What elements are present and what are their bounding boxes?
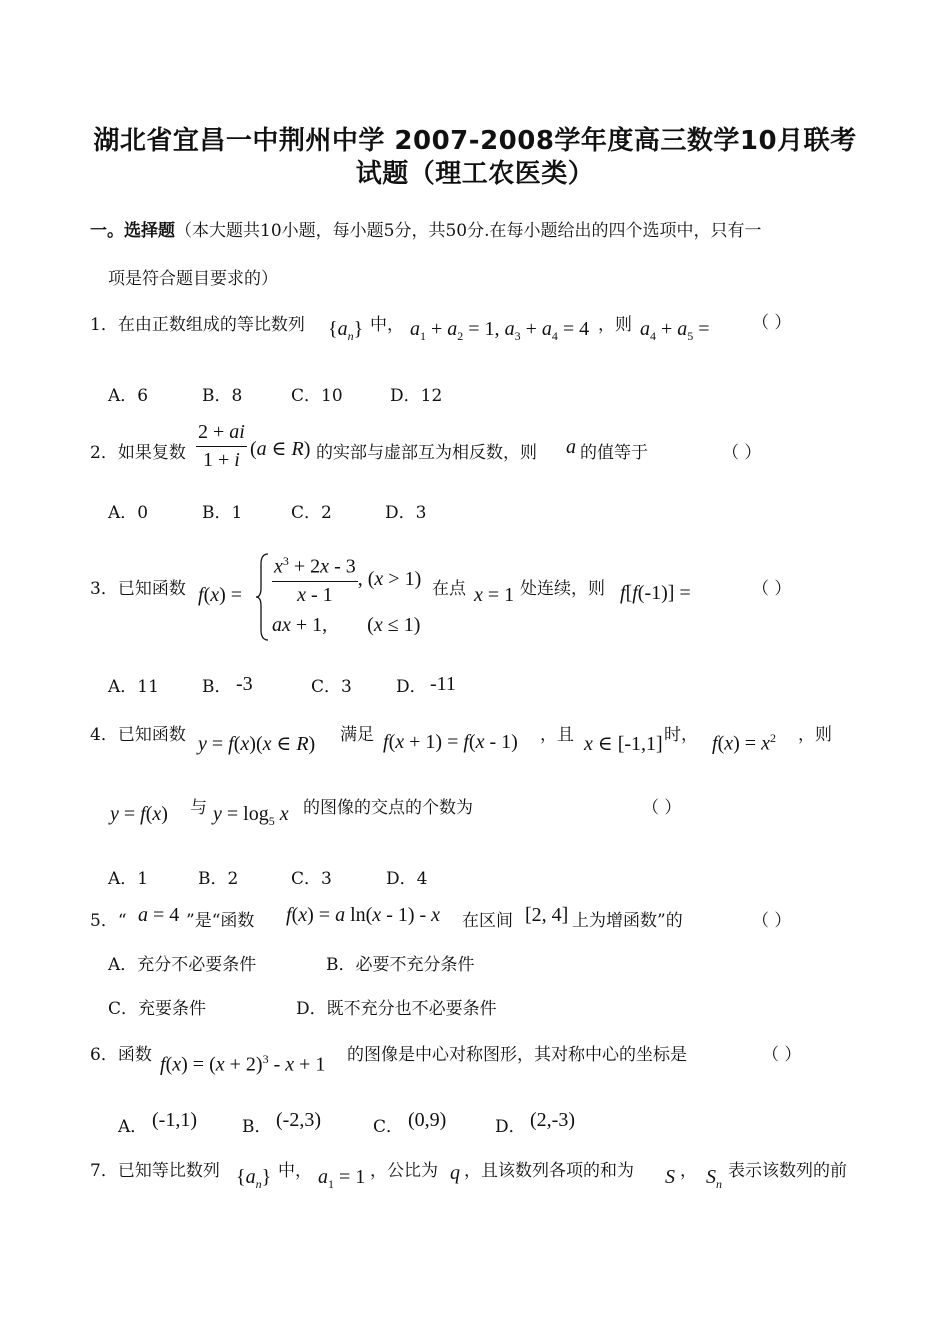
q4-answer-blank: （ ）: [642, 798, 682, 818]
q2-option-b: B．1: [202, 503, 243, 523]
q3-brace: [255, 552, 271, 642]
q3-option-b-value: -3: [236, 673, 253, 695]
section-1-heading-line: [90, 216, 761, 241]
q3-option-d-label: D．: [396, 677, 427, 697]
q5-number: 5．: [90, 911, 118, 931]
q3-target: f[f(-1)] =: [620, 582, 691, 604]
q4-interval: x ∈ [-1,1]: [584, 733, 663, 755]
q6-text-1: 函数: [117, 1045, 152, 1065]
q1-sequence: $\{a_n\}$: [328, 318, 364, 343]
q3-piece-2: ax + 1, (x ≤ 1): [272, 614, 421, 636]
q6-option-c-label: C．: [373, 1117, 404, 1137]
q5-text-3: 在区间: [462, 911, 513, 931]
q4-text-5: ，则: [798, 725, 832, 745]
q2-text-1: 如果复数: [117, 443, 186, 463]
q7-first-term: $a_1 = 1$: [318, 1166, 366, 1191]
q1-option-c: C．10: [291, 386, 343, 406]
q3-text-1: 已知函数: [117, 579, 186, 599]
q4-text-1: 已知函数: [117, 725, 186, 745]
q2-text: [90, 438, 186, 463]
q5-text: [90, 906, 127, 931]
q3-option-a: A．11: [108, 677, 159, 697]
q1-option-a: A．6: [108, 386, 149, 406]
q6-answer-blank: （ ）: [762, 1045, 802, 1065]
q3-text: [90, 574, 186, 599]
q3-piece-1: $\frac{x^3 + 2x - 3}{x - 1}$ , (x > 1): [274, 554, 422, 606]
q4-option-c: C．3: [291, 869, 332, 889]
q3-option-b-label: B．: [202, 677, 232, 697]
q1-option-d: D．12: [390, 386, 443, 406]
q5-option-b: B．必要不充分条件: [326, 955, 475, 975]
q1-answer-blank: （ ）: [752, 313, 792, 333]
q6-option-a-value: (-1,1): [152, 1109, 197, 1131]
q7-ratio: q: [450, 1162, 460, 1184]
q4-text-2: 满足: [340, 725, 374, 745]
section-1-instruction-cont: 项是符合题目要求的）: [108, 269, 278, 289]
q5-option-a: A．充分不必要条件: [108, 955, 257, 975]
section-1-heading: 一。选择题: [90, 221, 175, 241]
q2-fraction: $\frac{2 + ai}{1 + i}$: [198, 421, 245, 471]
q1-text: [90, 310, 305, 335]
q1-condition: $a_1 + a_2 = 1$, $a_3 + a_4 = 4$: [410, 318, 590, 343]
q6-option-d-value: (2,-3): [530, 1109, 575, 1131]
title-line-2: 试题（理工农医类）: [355, 159, 595, 189]
q2-option-c: C．2: [291, 503, 332, 523]
q2-text-3: 的值等于: [580, 443, 648, 463]
title-line-1: 湖北省宜昌一中荆州中学 2007-2008学年度高三数学10月联考: [93, 126, 857, 156]
q5-condition: a = 4: [138, 904, 180, 926]
q4-option-d: D．4: [386, 869, 428, 889]
q3-point: x = 1: [474, 584, 515, 606]
q4-text-3: ，且: [540, 725, 574, 745]
q6-number: 6．: [90, 1045, 118, 1065]
q6-option-d-label: D．: [495, 1117, 526, 1137]
q3-option-d-value: -11: [430, 673, 456, 695]
q7-number: 7．: [90, 1161, 118, 1181]
q3-answer-blank: （ ）: [752, 579, 792, 599]
q6-option-b-value: (-2,3): [276, 1109, 321, 1131]
q3-function: f(x) =: [198, 584, 243, 606]
q5-interval: [2, 4]: [525, 904, 569, 926]
q5-text-1: “: [117, 911, 127, 931]
q5-answer-blank: （ ）: [752, 911, 792, 931]
q7-text-6: 表示该数列的前: [728, 1161, 847, 1181]
q2-var-a: a: [566, 436, 576, 458]
q7-text-5: ，: [680, 1161, 697, 1181]
q6-option-c-value: (0,9): [408, 1109, 447, 1131]
q4-text-7: 的图像的交点的个数为: [303, 798, 473, 818]
q6-text: [90, 1040, 152, 1065]
q4-definition: $f(x) = x^2$: [712, 731, 776, 755]
q2-option-a: A．0: [108, 503, 149, 523]
q4-function: y = f(x)(x ∈ R): [198, 733, 316, 755]
q5-function: f(x) = a ln(x - 1) - x: [286, 904, 441, 926]
q6-function: $f(x) = (x + 2)^3 - x + 1$: [160, 1052, 326, 1076]
q7-text-3: ，公比为: [370, 1161, 438, 1181]
q2-domain: (a ∈ R): [250, 438, 311, 460]
q1-text-1: 在由正数组成的等比数列: [117, 315, 305, 335]
q3-number: 3．: [90, 579, 118, 599]
q4-number: 4．: [90, 725, 118, 745]
q3-text-3: 处连续，则: [520, 579, 605, 599]
q5-text-2: ”是“函数: [186, 911, 255, 931]
q1-option-b: B．8: [202, 386, 243, 406]
q7-text: [90, 1156, 220, 1181]
q7-sequence: $\{a_n\}$: [236, 1166, 272, 1191]
q2-answer-blank: （ ）: [722, 443, 762, 463]
q3-option-c: C．3: [311, 677, 352, 697]
q2-number: 2．: [90, 443, 118, 463]
q2-option-d: D．3: [385, 503, 427, 523]
q5-option-c: C．充要条件: [108, 999, 207, 1019]
q1-text-2: 中，: [370, 315, 404, 335]
q4-option-b: B．2: [198, 869, 239, 889]
q1-number: 1．: [90, 315, 118, 335]
q4-graph-2: $y = \log_5 x$: [213, 803, 289, 828]
q4-text-6: 与: [190, 798, 207, 818]
q5-option-d: D．既不充分也不必要条件: [296, 999, 497, 1019]
q7-sum: S: [665, 1166, 675, 1188]
q4-option-a: A．1: [108, 869, 149, 889]
q5-text-4: 上为增函数”的: [572, 911, 683, 931]
q4-text-4: 时，: [664, 725, 698, 745]
q6-option-a-label: A．: [118, 1117, 148, 1137]
q4-graph-1: y = f(x): [110, 803, 168, 825]
q3-text-2: 在点: [432, 579, 466, 599]
q1-text-3: ，则: [598, 315, 632, 335]
q2-text-2: 的实部与虚部互为相反数，则: [316, 443, 537, 463]
q7-text-4: ，且该数列各项的和为: [464, 1161, 634, 1181]
q4-condition: f(x + 1) = f(x - 1): [383, 731, 518, 753]
q6-option-b-label: B．: [242, 1117, 272, 1137]
q1-target: $a_4 + a_5$ =: [640, 318, 710, 343]
q7-text-1: 已知等比数列: [117, 1161, 220, 1181]
q7-partial-sum: $S_n$: [706, 1166, 722, 1191]
section-1-instruction: （本大题共10小题，每小题5分，共50分.在每小题给出的四个选项中，只有一: [175, 221, 762, 241]
q4-text: [90, 720, 186, 745]
q7-text-2: 中，: [278, 1161, 312, 1181]
q6-text-2: 的图像是中心对称图形，其对称中心的坐标是: [347, 1045, 687, 1065]
